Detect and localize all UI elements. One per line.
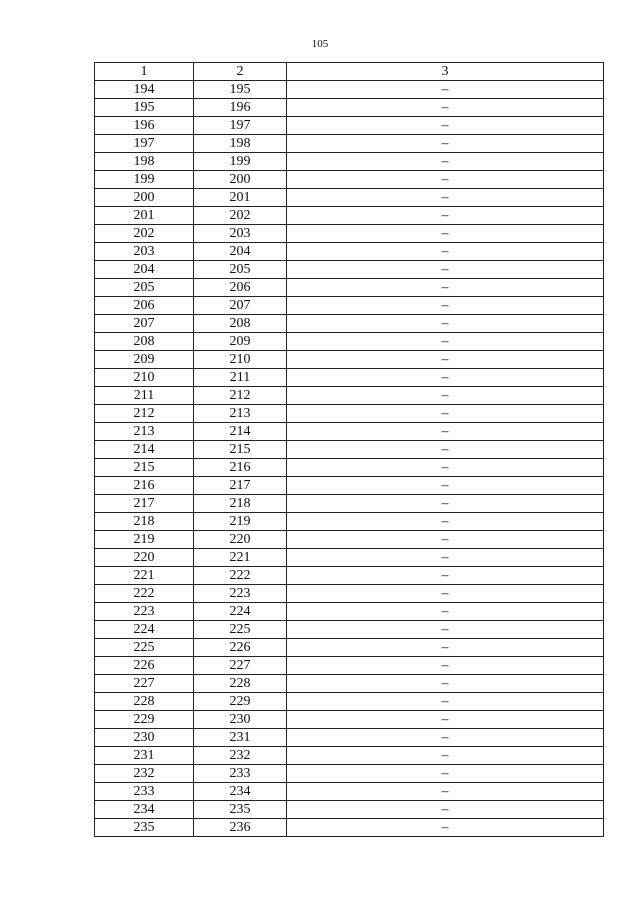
table-cell-col-2: 225 xyxy=(194,621,287,639)
table-cell-col-1: 215 xyxy=(95,459,194,477)
table-row xyxy=(95,513,604,531)
table-row xyxy=(95,117,604,135)
table-cell-col-1: 235 xyxy=(95,819,194,837)
page-number: 105 xyxy=(311,38,329,50)
table-header xyxy=(95,63,604,81)
table-cell-col-3: – xyxy=(287,711,604,729)
table-cell-col-1: 202 xyxy=(95,225,194,243)
table-row xyxy=(95,711,604,729)
table-cell-col-1: 208 xyxy=(95,333,194,351)
table-cell-col-2: 205 xyxy=(194,261,287,279)
table-cell-col-2: 235 xyxy=(194,801,287,819)
table-cell-col-2: 217 xyxy=(194,477,287,495)
table-cell-col-2: 207 xyxy=(194,297,287,315)
table-cell-col-3: – xyxy=(287,279,604,297)
table-cell-col-3: – xyxy=(287,567,604,585)
table-cell-col-3: – xyxy=(287,549,604,567)
column-header-1: 1 xyxy=(95,63,194,81)
table-cell-col-2: 230 xyxy=(194,711,287,729)
table-cell-col-2: 214 xyxy=(194,423,287,441)
table-cell-col-1: 217 xyxy=(95,495,194,513)
table-cell-col-3: – xyxy=(287,351,604,369)
table-row xyxy=(95,207,604,225)
table-cell-col-1: 218 xyxy=(95,513,194,531)
table-cell-col-1: 226 xyxy=(95,657,194,675)
header-row xyxy=(95,63,604,81)
table-cell-col-2: 199 xyxy=(194,153,287,171)
table-cell-col-2: 221 xyxy=(194,549,287,567)
table-cell-col-2: 201 xyxy=(194,189,287,207)
table-cell-col-1: 229 xyxy=(95,711,194,729)
table-cell-col-2: 209 xyxy=(194,333,287,351)
table-cell-col-1: 205 xyxy=(95,279,194,297)
table-cell-col-1: 225 xyxy=(95,639,194,657)
table-cell-col-3: – xyxy=(287,495,604,513)
table-cell-col-2: 206 xyxy=(194,279,287,297)
table-row xyxy=(95,819,604,837)
table-cell-col-1: 224 xyxy=(95,621,194,639)
table-cell-col-3: – xyxy=(287,783,604,801)
table-cell-col-2: 210 xyxy=(194,351,287,369)
table-cell-col-3: – xyxy=(287,189,604,207)
table-row xyxy=(95,405,604,423)
table-cell-col-2: 232 xyxy=(194,747,287,765)
table-cell-col-2: 233 xyxy=(194,765,287,783)
table-cell-col-1: 219 xyxy=(95,531,194,549)
table-row xyxy=(95,675,604,693)
table-cell-col-2: 208 xyxy=(194,315,287,333)
table-cell-col-3: – xyxy=(287,153,604,171)
table-cell-col-2: 222 xyxy=(194,567,287,585)
table-cell-col-2: 219 xyxy=(194,513,287,531)
table-cell-col-1: 210 xyxy=(95,369,194,387)
table-cell-col-1: 201 xyxy=(95,207,194,225)
table-cell-col-3: – xyxy=(287,333,604,351)
table-cell-col-1: 194 xyxy=(95,81,194,99)
table-cell-col-3: – xyxy=(287,693,604,711)
table-row xyxy=(95,657,604,675)
table-row xyxy=(95,459,604,477)
table-cell-col-3: – xyxy=(287,369,604,387)
table-cell-col-3: – xyxy=(287,315,604,333)
table-cell-col-1: 227 xyxy=(95,675,194,693)
table-cell-col-1: 197 xyxy=(95,135,194,153)
table-cell-col-3: – xyxy=(287,297,604,315)
table-cell-col-3: – xyxy=(287,207,604,225)
table-cell-col-1: 204 xyxy=(95,261,194,279)
table-cell-col-1: 232 xyxy=(95,765,194,783)
table-row xyxy=(95,243,604,261)
table-row xyxy=(95,333,604,351)
table-cell-col-2: 198 xyxy=(194,135,287,153)
table-row xyxy=(95,531,604,549)
table-cell-col-1: 216 xyxy=(95,477,194,495)
table-cell-col-2: 231 xyxy=(194,729,287,747)
table-cell-col-1: 234 xyxy=(95,801,194,819)
table-cell-col-3: – xyxy=(287,459,604,477)
table-cell-col-2: 228 xyxy=(194,675,287,693)
table-row xyxy=(95,171,604,189)
table-cell-col-3: – xyxy=(287,135,604,153)
table-row xyxy=(95,693,604,711)
table-cell-col-3: – xyxy=(287,171,604,189)
table-cell-col-1: 207 xyxy=(95,315,194,333)
table-row xyxy=(95,423,604,441)
table-cell-col-2: 224 xyxy=(194,603,287,621)
table-cell-col-2: 220 xyxy=(194,531,287,549)
table-row xyxy=(95,135,604,153)
table-cell-col-1: 228 xyxy=(95,693,194,711)
table-cell-col-3: – xyxy=(287,603,604,621)
table-cell-col-3: – xyxy=(287,531,604,549)
table-cell-col-3: – xyxy=(287,657,604,675)
table-cell-col-3: – xyxy=(287,423,604,441)
table-cell-col-3: – xyxy=(287,99,604,117)
table-cell-col-1: 206 xyxy=(95,297,194,315)
table-body xyxy=(95,81,604,837)
table-cell-col-3: – xyxy=(287,225,604,243)
table-row xyxy=(95,549,604,567)
table-cell-col-1: 200 xyxy=(95,189,194,207)
table-row xyxy=(95,225,604,243)
table-row xyxy=(95,495,604,513)
table-cell-col-1: 203 xyxy=(95,243,194,261)
table-row xyxy=(95,261,604,279)
table-cell-col-3: – xyxy=(287,243,604,261)
table-cell-col-3: – xyxy=(287,261,604,279)
table-row xyxy=(95,81,604,99)
table-cell-col-1: 220 xyxy=(95,549,194,567)
table-cell-col-3: – xyxy=(287,639,604,657)
table-row xyxy=(95,477,604,495)
table-cell-col-3: – xyxy=(287,441,604,459)
table-cell-col-1: 233 xyxy=(95,783,194,801)
table-cell-col-1: 199 xyxy=(95,171,194,189)
table-cell-col-2: 212 xyxy=(194,387,287,405)
data-table xyxy=(94,62,604,837)
table-row xyxy=(95,351,604,369)
table-cell-col-3: – xyxy=(287,585,604,603)
table-cell-col-3: – xyxy=(287,765,604,783)
table-cell-col-2: 236 xyxy=(194,819,287,837)
table-row xyxy=(95,585,604,603)
table-row xyxy=(95,153,604,171)
table-cell-col-2: 227 xyxy=(194,657,287,675)
table-cell-col-1: 213 xyxy=(95,423,194,441)
table-row xyxy=(95,297,604,315)
table-row xyxy=(95,315,604,333)
table-row xyxy=(95,99,604,117)
table-cell-col-2: 200 xyxy=(194,171,287,189)
table-row xyxy=(95,621,604,639)
column-header-2: 2 xyxy=(194,63,287,81)
table-cell-col-3: – xyxy=(287,477,604,495)
table-cell-col-3: – xyxy=(287,729,604,747)
table-cell-col-2: 204 xyxy=(194,243,287,261)
table-row xyxy=(95,387,604,405)
table-cell-col-2: 223 xyxy=(194,585,287,603)
table-cell-col-2: 195 xyxy=(194,81,287,99)
table-row xyxy=(95,441,604,459)
table-cell-col-3: – xyxy=(287,81,604,99)
table-cell-col-3: – xyxy=(287,387,604,405)
table-cell-col-2: 203 xyxy=(194,225,287,243)
table-cell-col-1: 221 xyxy=(95,567,194,585)
table-cell-col-3: – xyxy=(287,117,604,135)
table-cell-col-3: – xyxy=(287,405,604,423)
table-cell-col-3: – xyxy=(287,747,604,765)
table-cell-col-1: 223 xyxy=(95,603,194,621)
table-row xyxy=(95,729,604,747)
table-cell-col-2: 213 xyxy=(194,405,287,423)
table-cell-col-2: 234 xyxy=(194,783,287,801)
table-cell-col-3: – xyxy=(287,513,604,531)
table-cell-col-3: – xyxy=(287,621,604,639)
table-cell-col-3: – xyxy=(287,801,604,819)
table-cell-col-2: 196 xyxy=(194,99,287,117)
table-cell-col-2: 211 xyxy=(194,369,287,387)
table-row xyxy=(95,189,604,207)
table-row xyxy=(95,567,604,585)
table-row xyxy=(95,369,604,387)
table-cell-col-3: – xyxy=(287,819,604,837)
table-cell-col-2: 229 xyxy=(194,693,287,711)
table-cell-col-1: 212 xyxy=(95,405,194,423)
table-cell-col-2: 226 xyxy=(194,639,287,657)
table-cell-col-1: 196 xyxy=(95,117,194,135)
table-cell-col-1: 214 xyxy=(95,441,194,459)
table-row xyxy=(95,783,604,801)
table-cell-col-2: 216 xyxy=(194,459,287,477)
table-row xyxy=(95,747,604,765)
table-cell-col-2: 218 xyxy=(194,495,287,513)
table-cell-col-1: 198 xyxy=(95,153,194,171)
table-cell-col-1: 209 xyxy=(95,351,194,369)
table-cell-col-2: 197 xyxy=(194,117,287,135)
table-cell-col-2: 215 xyxy=(194,441,287,459)
table-row xyxy=(95,765,604,783)
table-cell-col-3: – xyxy=(287,675,604,693)
table-cell-col-2: 202 xyxy=(194,207,287,225)
table-row xyxy=(95,801,604,819)
table-row xyxy=(95,639,604,657)
table-cell-col-1: 211 xyxy=(95,387,194,405)
table-cell-col-1: 222 xyxy=(95,585,194,603)
column-header-3: 3 xyxy=(287,63,604,81)
table-row xyxy=(95,603,604,621)
table-cell-col-1: 231 xyxy=(95,747,194,765)
table-cell-col-1: 230 xyxy=(95,729,194,747)
table-cell-col-1: 195 xyxy=(95,99,194,117)
table-row xyxy=(95,279,604,297)
